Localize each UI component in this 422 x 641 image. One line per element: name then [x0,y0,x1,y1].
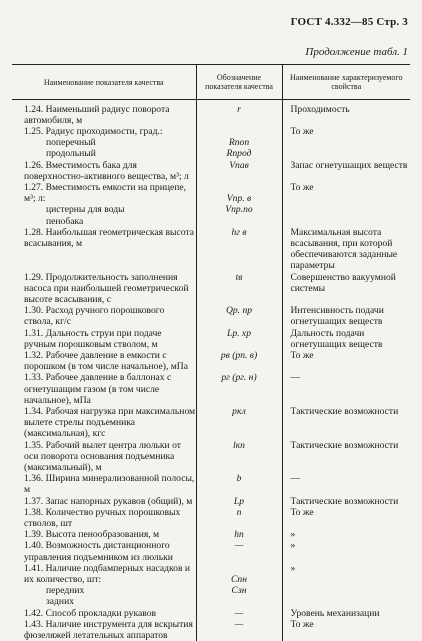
designation-symbol [197,182,282,193]
indicator-name-cell [12,372,196,406]
table-row [12,272,410,306]
property-text: » [290,562,296,574]
designation-symbol: — [234,607,244,619]
designation-cell [196,350,282,372]
property-text: Интенсивность подачи огнетушащих веществ [290,305,384,328]
property-text: То же [290,618,314,630]
designation-cell [196,126,282,160]
property-text: Максимальная высота всасывания, при которой обеспечиваются заданные параметры [290,226,398,272]
designation-cell [196,440,282,474]
table-row [12,406,410,440]
property-cell [282,406,410,440]
indicator-name-cell [12,104,196,126]
designation-cell [196,160,282,182]
property-cell [282,272,410,306]
property-text: Тактические возможности [290,495,399,507]
table-row [12,182,410,227]
property-text: Проходимость [290,103,350,115]
property-text [291,204,411,215]
property-cell [282,182,410,227]
property-cell [282,529,410,540]
property-cell [282,473,410,495]
table-row [12,227,410,272]
property-text [291,137,411,148]
indicator-name: 1.34. Рабочая нагрузка при максимальном вылете стрелы подъемника (максимальная), кгс [24,405,196,440]
indicator-name-cell [12,406,196,440]
indicator-name-cell [12,507,196,529]
indicator-name-cell [12,440,196,474]
indicator-name: 1.43. Наличие инструмента для вскрытия фюзеляжей летательных аппаратов [24,618,193,641]
designation-cell [196,272,282,306]
property-text [291,193,411,204]
property-text [291,148,411,159]
designation-symbol: lкп [233,439,245,451]
table-row [12,104,410,126]
property-cell [282,104,410,126]
designation-symbol: Vпав [229,159,249,171]
indicator-name: 1.25. Радиус проходимости, град.: [24,125,163,137]
quality-indicators-table [12,64,410,641]
property-text: То же [290,349,314,361]
indicator-name: 1.31. Дальность струи при подаче ручным порошковым стволом, м [24,327,162,350]
property-text: Тактические возможности [290,439,399,451]
designation-cell [196,372,282,406]
property-text: Совершенство вакуумной системы [290,271,396,294]
indicator-subitem: пенобака [46,215,84,227]
designation-cell [196,104,282,126]
table-row [12,563,410,608]
indicator-name-cell [12,305,196,327]
table-row [12,328,410,350]
indicator-name: 1.41. Наличие подбамперных насадков и их количество, шт: [24,562,191,586]
property-cell [282,608,410,619]
indicator-name-cell [12,619,196,641]
designation-symbol: hг в [231,226,247,238]
designation-symbol: Vпр.по [225,204,253,216]
designation-cell [196,406,282,440]
designation-cell [196,328,282,350]
indicator-name-cell [12,126,196,160]
designation-cell [196,227,282,272]
property-cell [282,328,410,350]
indicator-name: 1.33. Рабочее давление в баллонах с огнетушащим газом (в том числе начальное), мПа [24,372,172,406]
designation-symbol: Lр [233,495,245,507]
indicator-name: 1.42. Способ прокладки рукавов [24,607,157,619]
designation-symbol: tв [235,271,243,283]
property-text: Запас огнетушащих веществ [290,159,408,171]
table-row [12,372,410,406]
designation-symbol: — [234,618,244,630]
indicator-name: 1.26. Вместимость бака для поверхностно-активного вещества, м³; л [24,159,189,182]
designation-symbol: r [237,103,241,115]
column-header-property: Наименование характеризуемого свойства [282,65,410,100]
indicator-name-cell [12,160,196,182]
table-row [12,540,410,562]
property-text: » [290,529,296,541]
designation-symbol: Lр. хр [227,327,251,339]
indicator-name-cell [12,227,196,272]
table-header-row [12,65,410,100]
column-header-designation: Обозначение показателя качества [196,65,282,100]
table-row [12,160,410,182]
table-continuation-label: Продолжение табл. 1 [305,46,408,58]
table-row [12,305,410,327]
designation-symbol: — [234,540,244,552]
property-cell [282,350,410,372]
indicator-subitem: цистерны для воды [46,204,125,216]
designation-symbol: b [236,473,242,485]
property-cell [282,540,410,562]
indicator-name-cell [12,496,196,507]
table-row [12,350,410,372]
table-row [12,507,410,529]
property-text: Тактические возможности [290,405,399,417]
property-cell [282,372,410,406]
designation-cell [196,540,282,562]
designation-cell [196,529,282,540]
indicator-name-cell [12,350,196,372]
property-text: Уровень механизации [290,607,380,619]
table-row [12,608,410,619]
designation-symbol: Cзн [231,585,247,597]
indicator-name: 1.39. Высота пенообразования, м [24,529,160,541]
designation-cell [196,563,282,608]
column-header-indicator-name: Наименование показателя качества [12,65,196,100]
indicator-name: 1.29. Продолжительность заполнения насоса при наибольшей геометрической высоте всасывания, с [24,271,189,305]
indicator-name: 1.24. Наименьший радиус поворота автомобиля, м [24,103,170,126]
designation-symbol: pг (pг. н) [221,372,257,384]
property-text: » [290,540,296,552]
indicator-name: 1.35. Рабочий вылет центра люльки от оси поворота основания подъемника (максимальный), м [24,439,181,473]
designation-symbol: Cпн [231,574,247,586]
property-text [291,585,411,596]
designation-cell [196,182,282,227]
property-text: — [290,473,301,485]
indicator-name: 1.27. Вместимость емкости на прицепе, м³; л: [24,181,187,205]
indicator-name-cell [12,540,196,562]
designation-symbol [197,126,282,137]
table-row [12,529,410,540]
indicator-name-cell [12,473,196,495]
indicator-name-cell [12,182,196,227]
indicator-subitem: передних [46,585,85,597]
indicator-name-cell [12,608,196,619]
indicator-name-cell [12,563,196,608]
designation-cell [196,608,282,619]
designation-symbol: Qр. пр [225,305,253,317]
designation-symbol: Rпоп [228,137,250,149]
property-text [291,574,411,585]
designation-cell [196,496,282,507]
indicator-name-cell [12,328,196,350]
indicator-name: 1.37. Запас напорных рукавов (общий), м [24,495,193,507]
indicator-name: 1.38. Количество ручных порошковых стволов, шт [24,506,181,530]
designation-symbol: pв (pп. в) [220,349,258,361]
property-text: Дальность подачи огнетушащих веществ [290,327,383,350]
property-cell [282,126,410,160]
designation-symbol: n [236,506,242,518]
table-row [12,496,410,507]
designation-symbol [197,563,282,574]
property-text: То же [290,506,314,518]
property-cell [282,305,410,327]
page-header: ГОСТ 4.332—85 Стр. 3 [290,16,408,28]
indicator-name: 1.36. Ширина минерализованной полосы, м [24,473,195,496]
designation-symbol: pкл [232,405,246,417]
indicator-name: 1.32. Рабочее давление в емкости с порошком (в том числе начальное), мПа [24,349,188,373]
property-cell [282,563,410,608]
property-text: То же [290,125,314,137]
designation-cell [196,305,282,327]
designation-cell [196,507,282,529]
property-cell [282,440,410,474]
table-row [12,440,410,474]
indicator-subitem: задних [46,596,74,608]
table-row [12,473,410,495]
property-cell [282,507,410,529]
designation-cell [196,619,282,641]
property-cell [282,227,410,272]
property-cell [282,160,410,182]
designation-symbol: hп [234,529,244,541]
table-row [12,619,410,641]
property-text: — [290,372,301,384]
indicator-subitem: продольный [46,148,96,160]
property-cell [282,619,410,641]
property-text: То же [290,181,314,193]
indicator-name: 1.30. Расход ручного порошкового ствола, кг/с [24,305,165,328]
property-cell [282,496,410,507]
indicator-subitem: поперечный [46,137,96,149]
indicator-name: 1.28. Наибольшая геометрическая высота всасывания, м [24,226,194,249]
designation-symbol: Vпр. в [226,193,252,205]
table-row [12,126,410,160]
indicator-name-cell [12,272,196,306]
indicator-name: 1.40. Возможность дистанционного управления подъемником из люльки [24,540,173,563]
indicator-name-cell [12,529,196,540]
designation-symbol: Rпрод [226,148,252,160]
designation-cell [196,473,282,495]
